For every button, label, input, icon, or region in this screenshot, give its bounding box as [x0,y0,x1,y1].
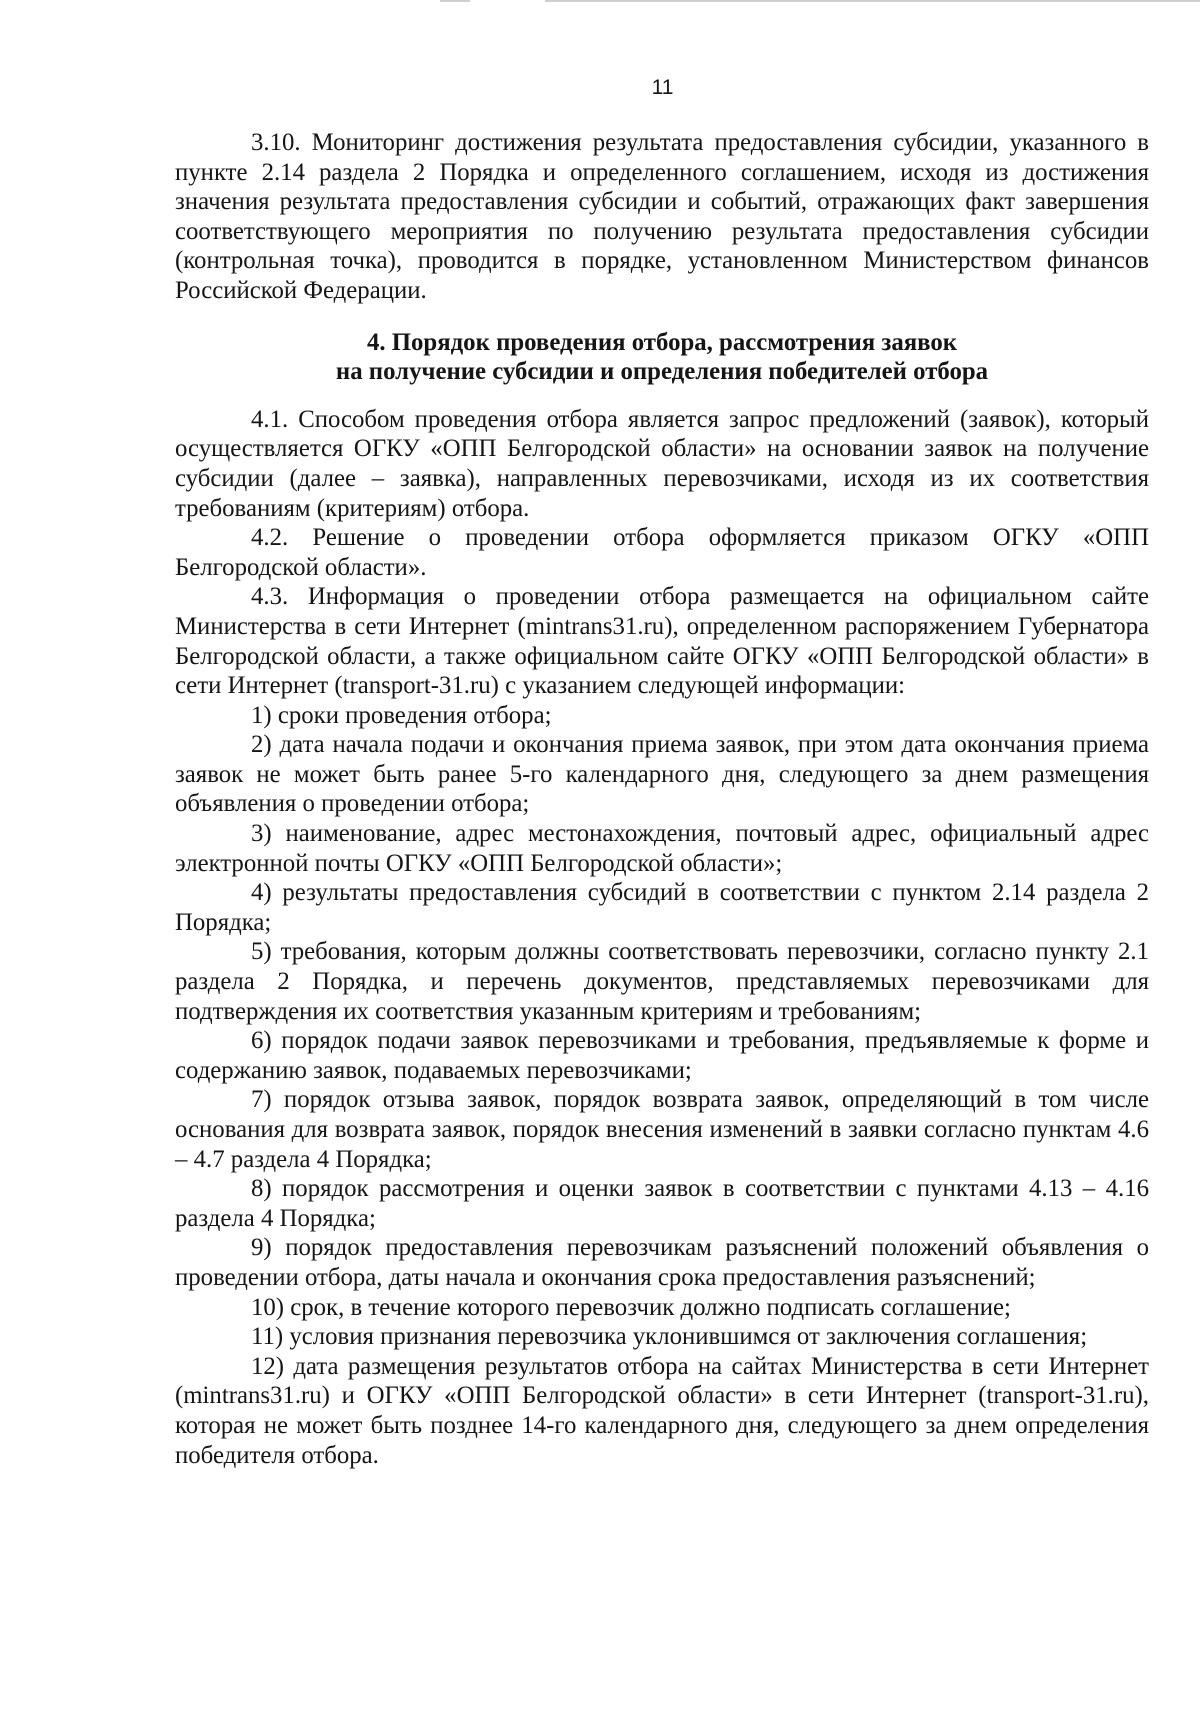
list-item-12: 12) дата размещения результатов отбора на сайтах Министерства в сети Интернет (mintrans31.ru) и ОГКУ «ОПП Белгородской области» в сети Интернет (transport-31.ru), которая не может быть позднее 14-го календарного дня, следующего за днем определения победителя отбора. [175,1352,1149,1469]
list-item-8: 8) порядок рассмотрения и оценки заявок в соответствии с пунктами 4.13 – 4.16 раздела 4 Порядка; [175,1175,1149,1232]
section-4-title-line-1: 4. Порядок проведения отбора, рассмотрения заявок [366,328,958,356]
list-item-6: 6) порядок подачи заявок перевозчиками и требования, предъявляемые к форме и содержанию заявок, подаваемых перевозчиками; [175,1027,1149,1084]
list-item-2: 2) дата начала подачи и окончания приема заявок, при этом дата окончания приема заявок не может быть ранее 5-го календарного дня, следующего за днем размещения объявления о проведении отбора; [175,731,1149,818]
list-item-11: 11) условия признания перевозчика уклонившимся от заключения соглашения; [251,1323,1088,1351]
list-item-3: 3) наименование, адрес местонахождения, почтовый адрес, официальный адрес электронной почты ОГКУ «ОПП Белгородской области»; [175,820,1149,877]
paragraph-4-3: 4.3. Информация о проведении отбора размещается на официальном сайте Министерства в сети Интернет (mintrans31.ru), определенном распоряжением Губернатора Белгородской области, а также официальном сайте ОГКУ «ОПП Белгородской области» в сети Интернет (transport-31.ru) с указанием следующей информации: [175,583,1149,700]
paragraph-4-1: 4.1. Способом проведения отбора является запрос предложений (заявок), который осуществляется ОГКУ «ОПП Белгородской области» на основании заявок на получение субсидии (далее – заявка), направленных перевозчиками, исходя из их соответствия требованиям (критериям) отбора. [175,405,1149,522]
list-item-10: 10) срок, в течение которого перевозчик должно подписать соглашение; [251,1293,1011,1321]
section-4-title-line-2: на получение субсидии и определения победителей отбора [335,358,989,386]
section-4-title [175,328,1149,387]
document-body [175,128,1149,1470]
paragraph-3-10: 3.10. Мониторинг достижения результата предоставления субсидии, указанного в пункте 2.14 раздела 2 Порядка и определенного соглашением, исходя из достижения значения результата предоставления субсидии и событий, отражающих факт завершения соответствующего мероприятия по получению результата предоставления субсидии (контрольная точка), проводится в порядке, установленном Министерством финансов Российской Федерации. [175,129,1149,304]
list-item-5: 5) требования, которым должны соответствовать перевозчики, согласно пункту 2.1 раздела 2 Порядка, и перечень документов, представляемых перевозчиками для подтверждения их соответствия указанным критериям и требованиям; [175,938,1149,1025]
paragraph-4-2: 4.2. Решение о проведении отбора оформляется приказом ОГКУ «ОПП Белгородской области». [175,524,1149,581]
list-item-1: 1) сроки проведения отбора; [251,701,552,729]
list-item-4: 4) результаты предоставления субсидий в соответствии с пунктом 2.14 раздела 2 Порядка; [175,879,1149,936]
information-list [175,701,1149,1470]
page-number: 11 [651,76,674,99]
scan-artifact [440,0,470,2]
list-item-7: 7) порядок отзыва заявок, порядок возврата заявок, определяющий в том числе основания для возврата заявок, порядок внесения изменений в заявки согласно пунктам 4.6 – 4.7 раздела 4 Порядка; [175,1086,1149,1173]
list-item-9: 9) порядок предоставления перевозчикам разъяснений положений объявления о проведении отбора, даты начала и окончания срока предоставления разъяснений; [175,1234,1149,1291]
scan-artifact [545,0,1200,2]
